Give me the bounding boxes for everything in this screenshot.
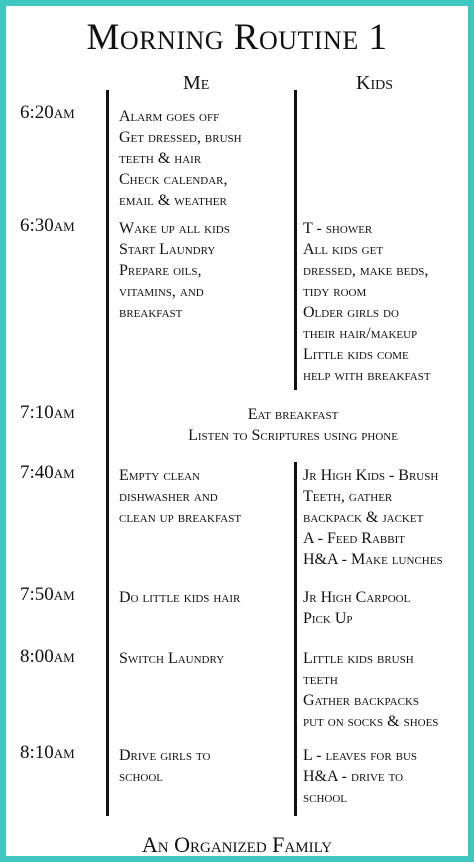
task-line: All kids get <box>303 241 384 258</box>
task-line: T - shower <box>303 220 373 237</box>
task-line: backpack & jacket <box>303 509 424 526</box>
task-line: breakfast <box>119 304 183 321</box>
task-line: Teeth, gather <box>303 488 393 505</box>
time-label: 7:40am <box>20 462 75 483</box>
task-line: teeth <box>303 671 338 688</box>
task-line: Eat breakfast <box>247 406 339 423</box>
time-label: 6:20am <box>20 102 75 123</box>
task-line: help with breakfast <box>303 367 431 384</box>
timeline-divider <box>106 90 109 816</box>
task-line: Gather backpacks <box>303 692 420 709</box>
me-tasks <box>119 465 289 528</box>
header-me: Me <box>183 72 210 94</box>
task-line: H&A - Make lunches <box>303 551 443 568</box>
task-line: dishwasher and <box>119 488 218 505</box>
kids-tasks <box>303 745 473 808</box>
task-line: H&A - drive to <box>303 768 404 785</box>
task-line: L - leaves for bus <box>303 747 418 764</box>
header-kids: Kids <box>356 72 394 94</box>
me-tasks <box>119 648 289 669</box>
kids-tasks <box>303 648 473 732</box>
task-line: put on socks & shoes <box>303 713 439 730</box>
task-line: Prepare oils, <box>119 262 202 279</box>
footer-brand: An Organized Family <box>141 832 333 857</box>
time-label: 8:00am <box>20 646 75 667</box>
time-label: 6:30am <box>20 215 75 236</box>
task-line: email & weather <box>119 192 227 209</box>
task-line: Get dressed, brush <box>119 129 242 146</box>
task-line: Jr High Kids - Brush <box>303 467 439 484</box>
task-line: Empty clean <box>119 467 200 484</box>
task-line: vitamins, and <box>119 283 204 300</box>
task-line: teeth & hair <box>119 150 202 167</box>
task-line: Little kids brush <box>303 650 414 667</box>
task-line: Do little kids hair <box>119 589 241 606</box>
task-line: Older girls do <box>303 304 399 321</box>
me-tasks <box>119 218 289 323</box>
time-label: 7:10am <box>20 402 75 423</box>
task-line: Listen to Scriptures using phone <box>188 427 398 444</box>
page-title: Morning Routine 1 <box>86 17 388 58</box>
task-line: Alarm goes off <box>119 108 220 125</box>
time-label: 8:10am <box>20 742 75 763</box>
task-line: Jr High Carpool <box>303 589 411 606</box>
kids-tasks <box>303 465 473 570</box>
task-line: Wake up all kids <box>119 220 230 237</box>
task-line: their hair/makeup <box>303 325 418 342</box>
task-line: Start Laundry <box>119 241 216 258</box>
task-line: Little kids come <box>303 346 409 363</box>
time-label: 7:50am <box>20 584 75 605</box>
me-tasks <box>119 587 289 608</box>
task-line: tidy room <box>303 283 367 300</box>
kids-tasks <box>303 587 473 629</box>
task-line: Switch Laundry <box>119 650 225 667</box>
task-line: school <box>119 768 164 785</box>
task-line: A - Feed Rabbit <box>303 530 405 547</box>
kids-divider-2 <box>294 462 297 816</box>
task-line: Pick Up <box>303 610 353 627</box>
me-tasks <box>119 745 289 787</box>
kids-tasks <box>303 218 473 386</box>
task-line: dressed, make beds, <box>303 262 429 279</box>
task-line: Drive girls to <box>119 747 211 764</box>
me-tasks <box>119 106 289 211</box>
task-line: Check calendar, <box>119 171 228 188</box>
task-line: school <box>303 789 348 806</box>
kids-divider-1 <box>294 90 297 390</box>
shared-tasks <box>106 404 474 446</box>
task-line: clean up breakfast <box>119 509 242 526</box>
